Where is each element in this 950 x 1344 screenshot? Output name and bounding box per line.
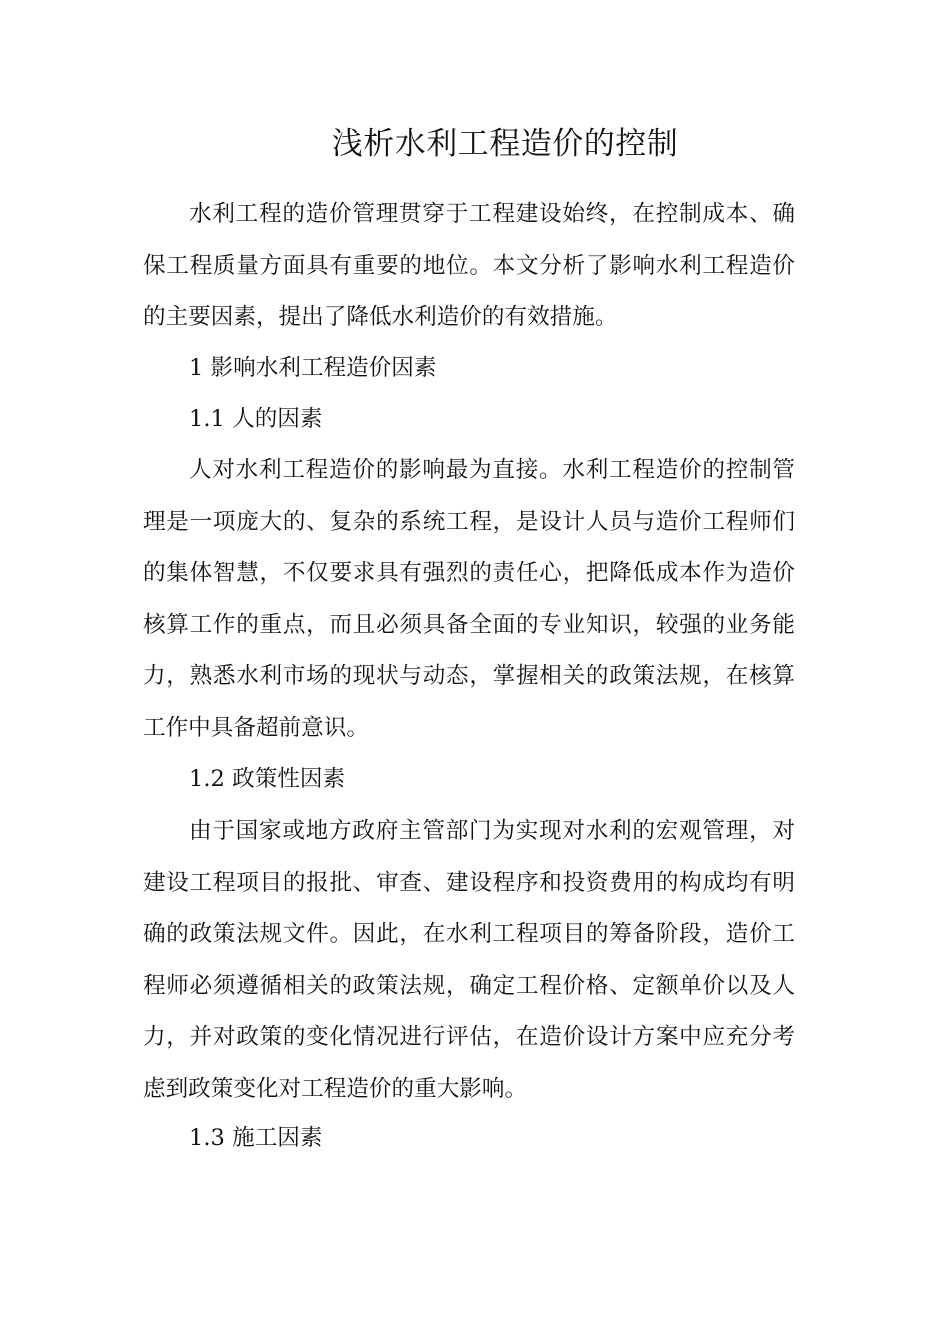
document-title: 浅析水利工程造价的控制: [331, 126, 679, 162]
section-1-1-heading: 1.1 人的因素: [189, 406, 323, 432]
section-1-2-paragraph: 由于国家或地方政府主管部门为实现对水利的宏观管理，对建设工程项目的报批、审查、建设程序和投资费用的构成均有明确的政策法规文件。因此，在水利工程项目的筹备阶段，造价工程师必须遵循相关的政策法规，确定工程价格、定额单价以及人力，并对政策的变化情况进行评估，在造价设计方案中应充分考虑到政策变化对工程造价的重大影响。: [143, 818, 795, 1102]
section-1-2-heading: 1.2 政策性因素: [189, 766, 346, 792]
abstract-paragraph: 水利工程的造价管理贯穿于工程建设始终，在控制成本、确保工程质量方面具有重要的地位。本文分析了影响水利工程造价的主要因素，提出了降低水利造价的有效措施。: [143, 201, 795, 330]
section-1-3-heading: 1.3 施工因素: [189, 1125, 323, 1151]
section-1-heading: 1 影响水利工程造价因素: [189, 355, 437, 381]
section-1-1-paragraph: 人对水利工程造价的影响最为直接。水利工程造价的控制管理是一项庞大的、复杂的系统工程，是设计人员与造价工程师们的集体智慧，不仅要求具有强烈的责任心，把降低成本作为造价核算工作的重点，而且必须具备全面的专业知识，较强的业务能力，熟悉水利市场的现状与动态，掌握相关的政策法规，在核算工作中具备超前意识。: [143, 457, 795, 741]
